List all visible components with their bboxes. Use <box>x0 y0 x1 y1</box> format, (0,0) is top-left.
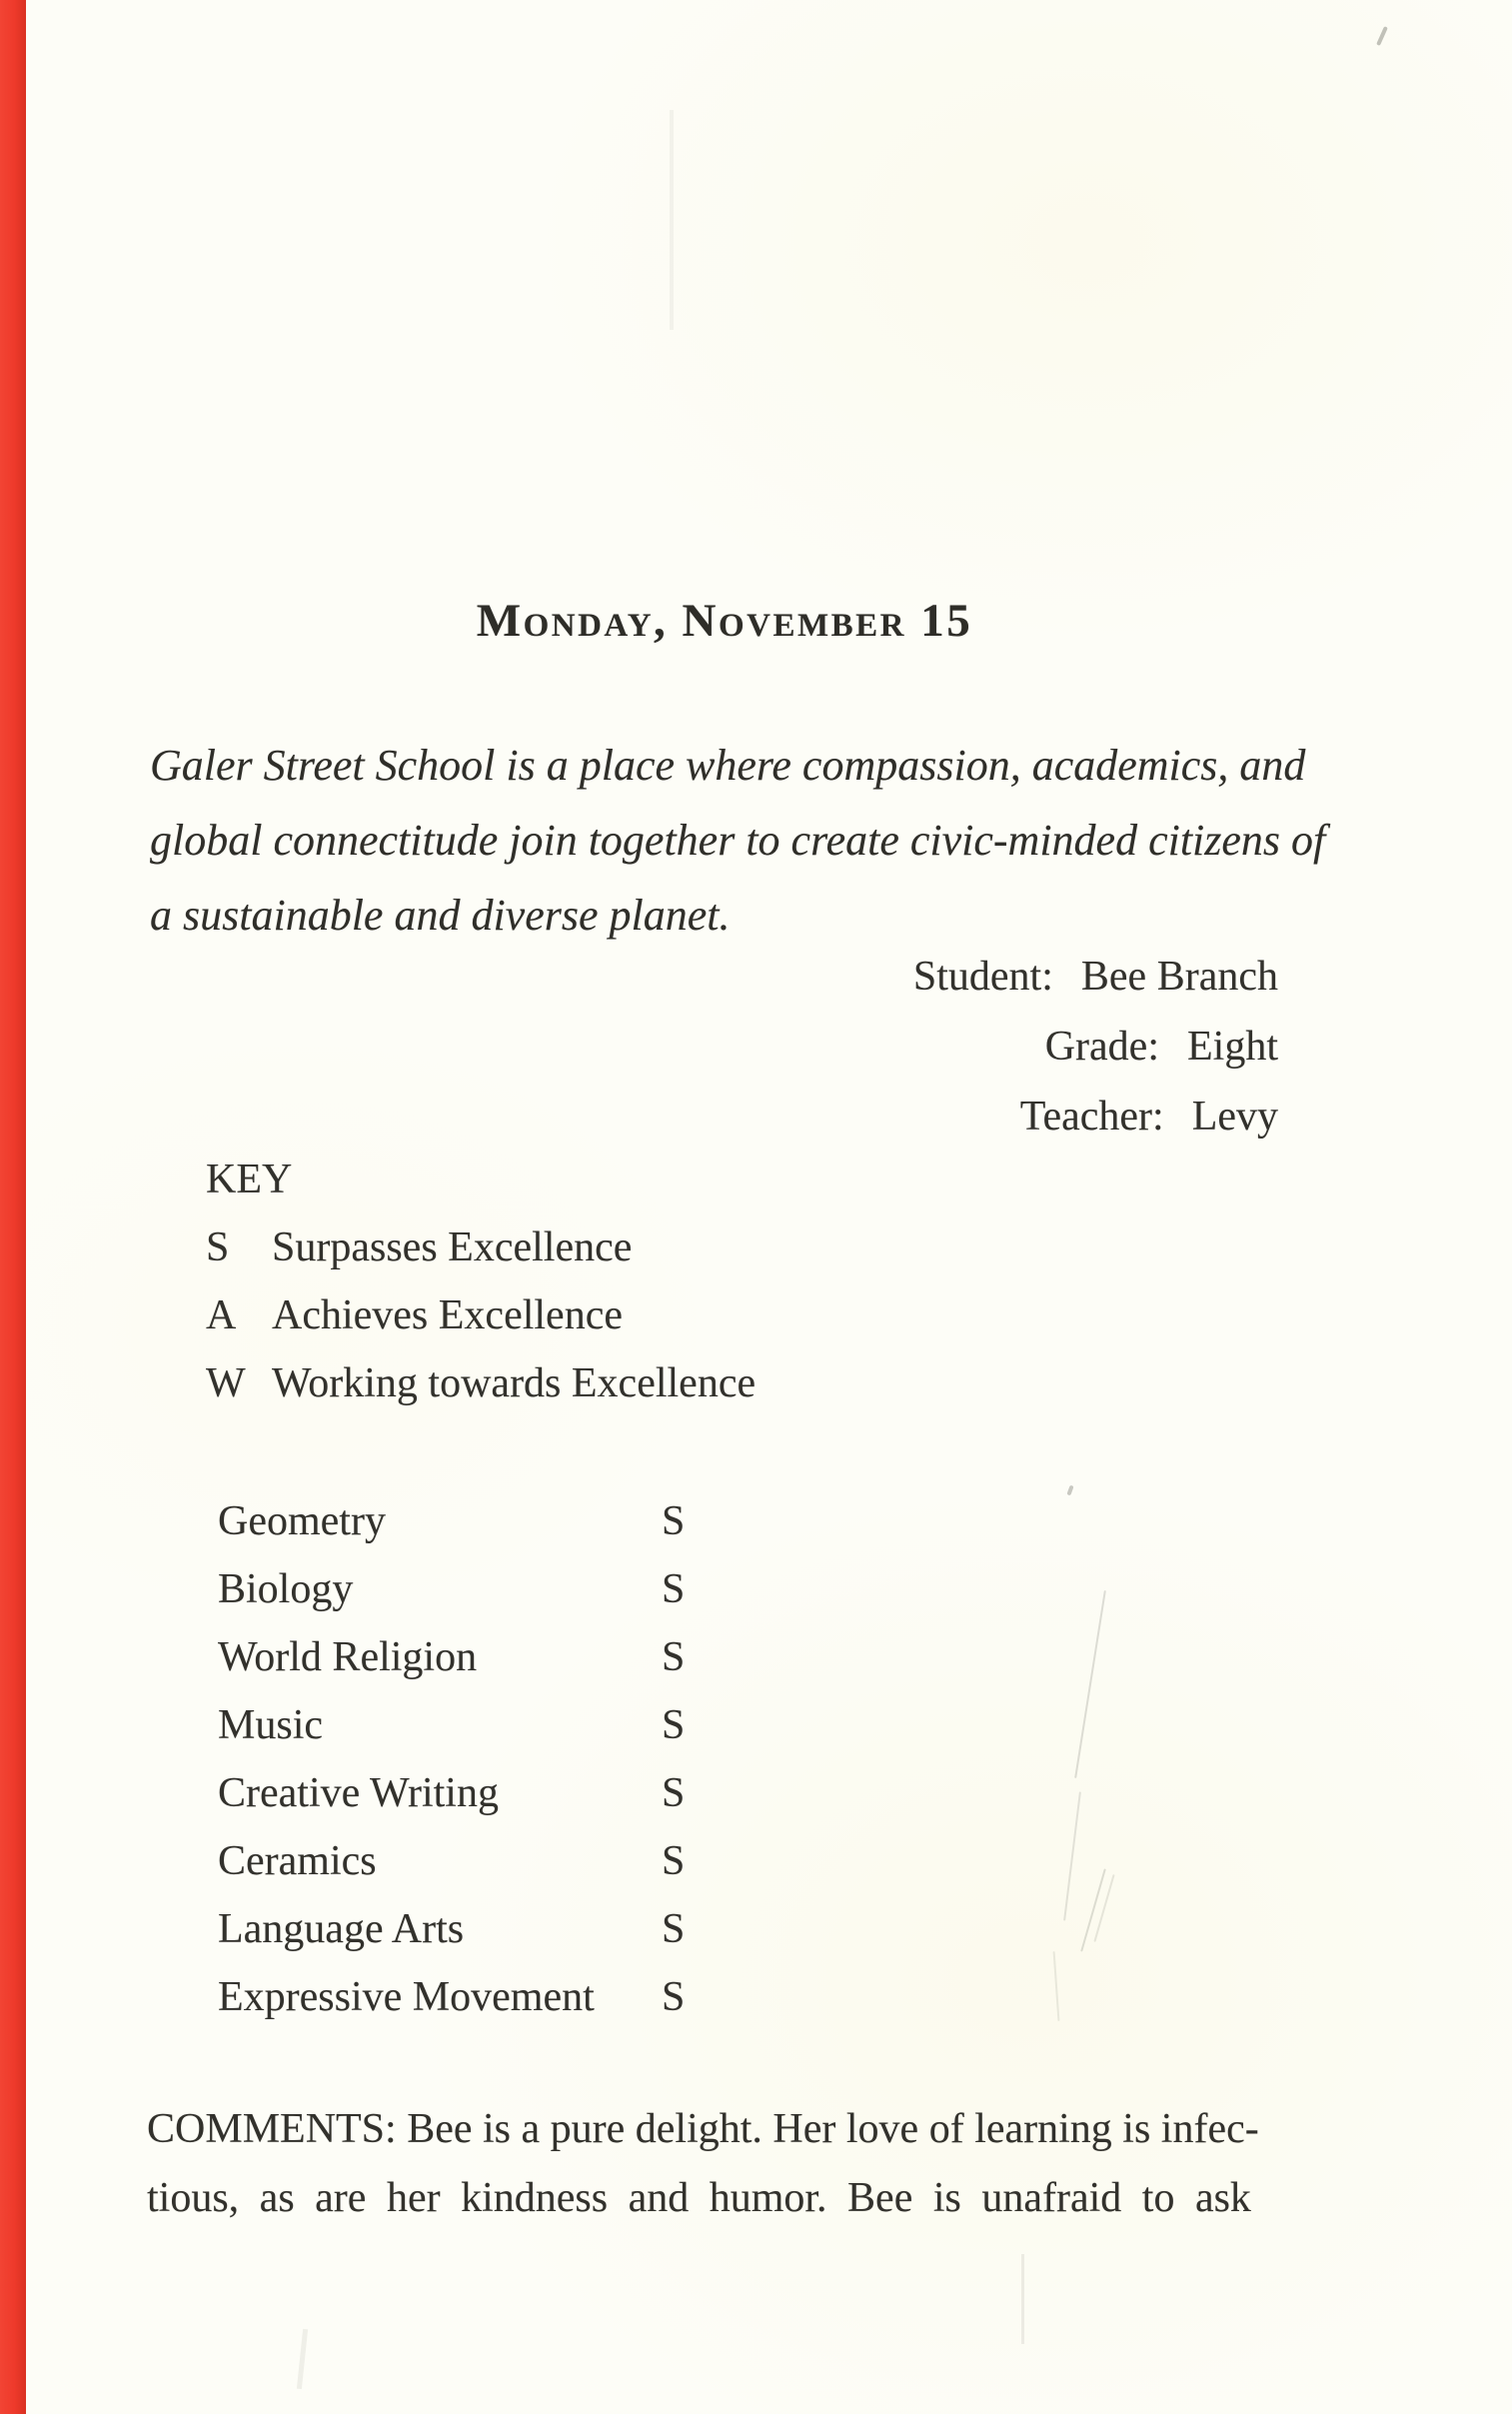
key-meaning-a: Achieves Excellence <box>272 1292 623 1338</box>
table-row <box>218 1555 817 1623</box>
key-code-w: W <box>206 1360 246 1406</box>
subject-mark: S <box>662 1974 686 2020</box>
comments-line-1: COMMENTS: Bee is a pure delight. Her love of learning is infec- <box>147 2106 1259 2152</box>
comments-line-2: tious, as are her kindness and humor. Bee is unafraid to ask <box>147 2175 1251 2221</box>
grade-label: Grade: <box>1044 1024 1159 1070</box>
student-name-row <box>913 942 1278 1012</box>
key-code-s: S <box>206 1224 230 1270</box>
mission-line-1: Galer Street School is a place where compassion, academics, and <box>150 741 1306 790</box>
subject-mark: S <box>662 1702 686 1748</box>
subject-mark: S <box>662 1634 686 1680</box>
table-row <box>218 1827 817 1895</box>
scan-artifact-tick <box>1376 26 1388 46</box>
subject-name: World Religion <box>218 1634 478 1680</box>
subject-name: Ceramics <box>218 1838 377 1884</box>
scan-artifact-scratch <box>1063 1791 1081 1920</box>
teacher-row <box>913 1082 1278 1152</box>
subject-name: Creative Writing <box>218 1770 499 1816</box>
book-edge-strip <box>0 0 26 2414</box>
table-row <box>218 1487 817 1555</box>
subject-name: Biology <box>218 1566 354 1612</box>
subject-name: Music <box>218 1702 323 1748</box>
key-entry-w <box>206 1349 756 1417</box>
key-meaning-w: Working towards Excellence <box>272 1360 756 1406</box>
teacher-label: Teacher: <box>1019 1094 1164 1140</box>
subject-mark: S <box>662 1906 686 1952</box>
school-mission-statement <box>150 728 1325 953</box>
table-row <box>218 1895 817 1963</box>
key-code-a: A <box>206 1292 237 1338</box>
subject-name: Expressive Movement <box>218 1974 595 2020</box>
scan-artifact-scratch <box>1053 1951 1060 2021</box>
mission-line-2: global connectitude join together to create civic-minded citizens of <box>150 816 1326 865</box>
key-entry-s <box>206 1213 756 1281</box>
key-entry-a <box>206 1281 756 1349</box>
scan-artifact-scratch <box>1080 1868 1106 1951</box>
scan-artifact-dot <box>1066 1485 1073 1496</box>
subject-name: Language Arts <box>218 1906 465 1952</box>
table-row <box>218 1759 817 1827</box>
key-title: KEY <box>206 1157 293 1203</box>
grade-value: Eight <box>1187 1024 1278 1070</box>
subject-mark: S <box>662 1566 686 1612</box>
grading-key <box>206 1146 756 1417</box>
grade-row <box>913 1012 1278 1082</box>
scan-artifact-scratch <box>1093 1874 1114 1942</box>
scan-artifact-scratch <box>1074 1590 1106 1778</box>
table-row <box>218 1691 817 1759</box>
grades-table <box>218 1487 817 2031</box>
table-row <box>218 1623 817 1691</box>
scan-artifact-streak <box>1021 2254 1024 2344</box>
student-label: Student: <box>912 954 1053 1000</box>
comments-section <box>147 2095 1311 2233</box>
scan-artifact-streak <box>670 110 674 330</box>
subject-mark: S <box>662 1770 686 1816</box>
subject-mark: S <box>662 1838 686 1884</box>
mission-line-3: a sustainable and diverse planet. <box>150 891 731 940</box>
page-title: Monday, November 15 <box>476 595 973 647</box>
subject-mark: S <box>662 1498 686 1544</box>
key-meaning-s: Surpasses Excellence <box>272 1224 633 1270</box>
subject-name: Geometry <box>218 1498 386 1544</box>
table-row <box>218 1963 817 2031</box>
student-name-value: Bee Branch <box>1080 954 1278 1000</box>
teacher-value: Levy <box>1191 1094 1278 1140</box>
student-info-block <box>913 942 1278 1152</box>
scan-artifact-smudge <box>297 2329 308 2389</box>
